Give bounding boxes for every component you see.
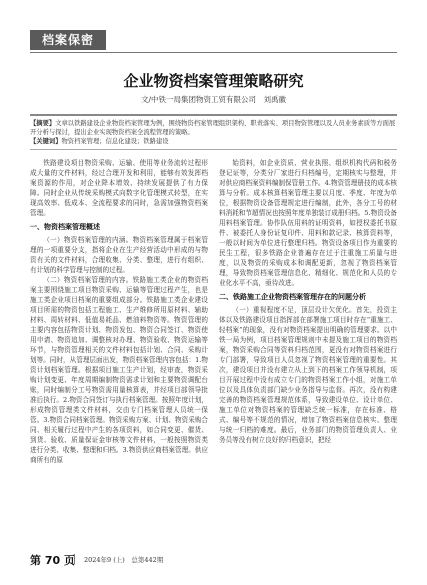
section-heading: 一、物资档案管理概述 [30,223,100,231]
paragraph: （一）重视程度不足，顶层设计欠优化。首先，投资主体以及铁路建设项目指挥部在部署施工项目时存在“重施工、轻档案”的现象，没有对物资档案提出明确的管理要求。以中铁一局为例，项目档案管理规则中未提及施工项目的物资档案，物资采购合同等资料归档范围，更没有对物资档案进行专门部署，导致项目人员忽视了物资档案管理的重要性。其次，建设项目并没有建立从上到下的档案工作领导机制，项目开展过程中没有成立专门的物资档案工作小组，对施工单位以及具体负责部门缺少业务指导与监督。再次，没有构建完善的物资档案管理规范体系，导致建设单位、设计单位、施工单位对物资档案的管理缺乏统一标准，存在标准、格式、编号等不规范的情况，增加了物资档案信息核实、整理与统一归档的难度。最后，业务部门的物资管理负责人、业务员等没有树立良好的归档意识，把经 [219,306,397,444]
paragraph: （一）物资档案管理的内涵。物资档案管理属于档案管理的一项重要分支，指将企业在生产经营活动中形成的与物资有关的文件材料，合理收集、分类、整理，进行有组织、有计划的科学管理与控制的过程。 [30,236,208,274]
section-divider [30,52,397,53]
article-title: 企业物资档案管理策略研究 [123,72,304,90]
keywords-label: 【关键词】 [30,138,62,146]
section-heading: 二、铁路施工企业物资档案管理存在的问题分析 [219,293,366,301]
paragraph: 始资料，如企业资质、营业执照、组织机构代码和税务登记证等，分类分厂家进行归档编号，定期核实与整理，并对供应商档案资料编制保管册工作。4.物资管理册技的成本核算与分析。成本核算档案管理主要以月度、季度、年度为单位，根据物资设备管理规定进行编制，此外，各分工号的材料消耗和节超情况也按照年度单独装订成册归档。5.物资设备用料档案管理。协作队伍用料的证明资料，如授权委托书原件、被委托人身份证复印件、用料和款记录、核算资料等，一般以时间为单位进行整理归档。物资设备项目作为重要的民生工程，很多铁路企业普遍存在过于注重施工质量与进度，以及物资的采购成本和调配更新，忽视了物资档案管理，导致物资档案管理信息化、精细化、规范化和人员的专业化水平不高，亟待改进。 [219,159,397,287]
keywords [30,137,397,146]
keywords-text: 物资档案管理；信息化建设；铁路建设 [61,138,169,146]
abstract-label: 【摘要】 [30,120,56,127]
abstract [30,119,397,137]
footer-divider [74,554,75,564]
issue-info: 2024年9 (上) 总第442期 [84,556,164,564]
section-tag: 档案保密 [30,30,106,50]
right-column [219,158,397,445]
article-author: 文/中铁一局集团物资工贸有限公司 刘禹徽 [140,95,287,104]
page-number: 第 70 页 [30,554,75,567]
paragraph: 铁路建设项目物资采购、运输、使用等业务流转过程形成大量的文件材料，经过合理开发和利用，能够有效发挥档案资源的作用，对企业降本增效、持续发展提供了有力保障。同时企业从传统采购模式向数字化管理模式转型，在实现高效率、低成本、全流程要求的同时，急需加强物资档案管理。 [30,159,208,217]
abstract-text: 文章以铁路建设企业物资档案管理为例，围绕物资档案管理组织架构、职责落实、项目物资管理以及人员业务素质等方面展开分析与探讨，提出企业实现物资档案全流程管理的策略。 [30,120,396,137]
paragraph: （二）物资档案管理的内容。铁路施工类企业的物资档案主要围绕施工项目物资采购、运输等管理过程产生，也是施工类企业项目档案的重要组成部分。铁路施工类企业建设项目所需的物资包括工程施工、生产维修所用原材料、辅助材料、周转材料、低值易耗品、燃油料物资等。物资管理的主要内容包括物资计划、物资发包、物资合同签订、物资使用申请、物资追加、调整核对办理、物资验收、物资运输等环节，与物资管理相关的文件材料包括计划、合同、采购计划等。同时，从管理层面出发，物资档案管理内容包括：1.物资计划档案管理。根据项目施工生产计划，经审查，物资采购计划变更、年度周期编制物资需求计划和主要物资调配台账，同时编制分工号物资需用量核算表，并经项目部领导批准后执行。2.物资合同签订与执行档案管理。按照年度计划，形成物资管理类文件材料，交由专门档案管理人员统一保管。3.物资合同档案管理。物资采购方案、计划、物资采购合同、相关履行过程中产生的各项资料，如合同变更、催货、到货、验收、质量保证金审核等文件材料，一般按照物资类进行分类、收集、整理和归档。3.物资供应商档案管理。供应商所有的原 [30,276,208,464]
abstract-box [30,114,397,150]
left-column [30,158,208,465]
